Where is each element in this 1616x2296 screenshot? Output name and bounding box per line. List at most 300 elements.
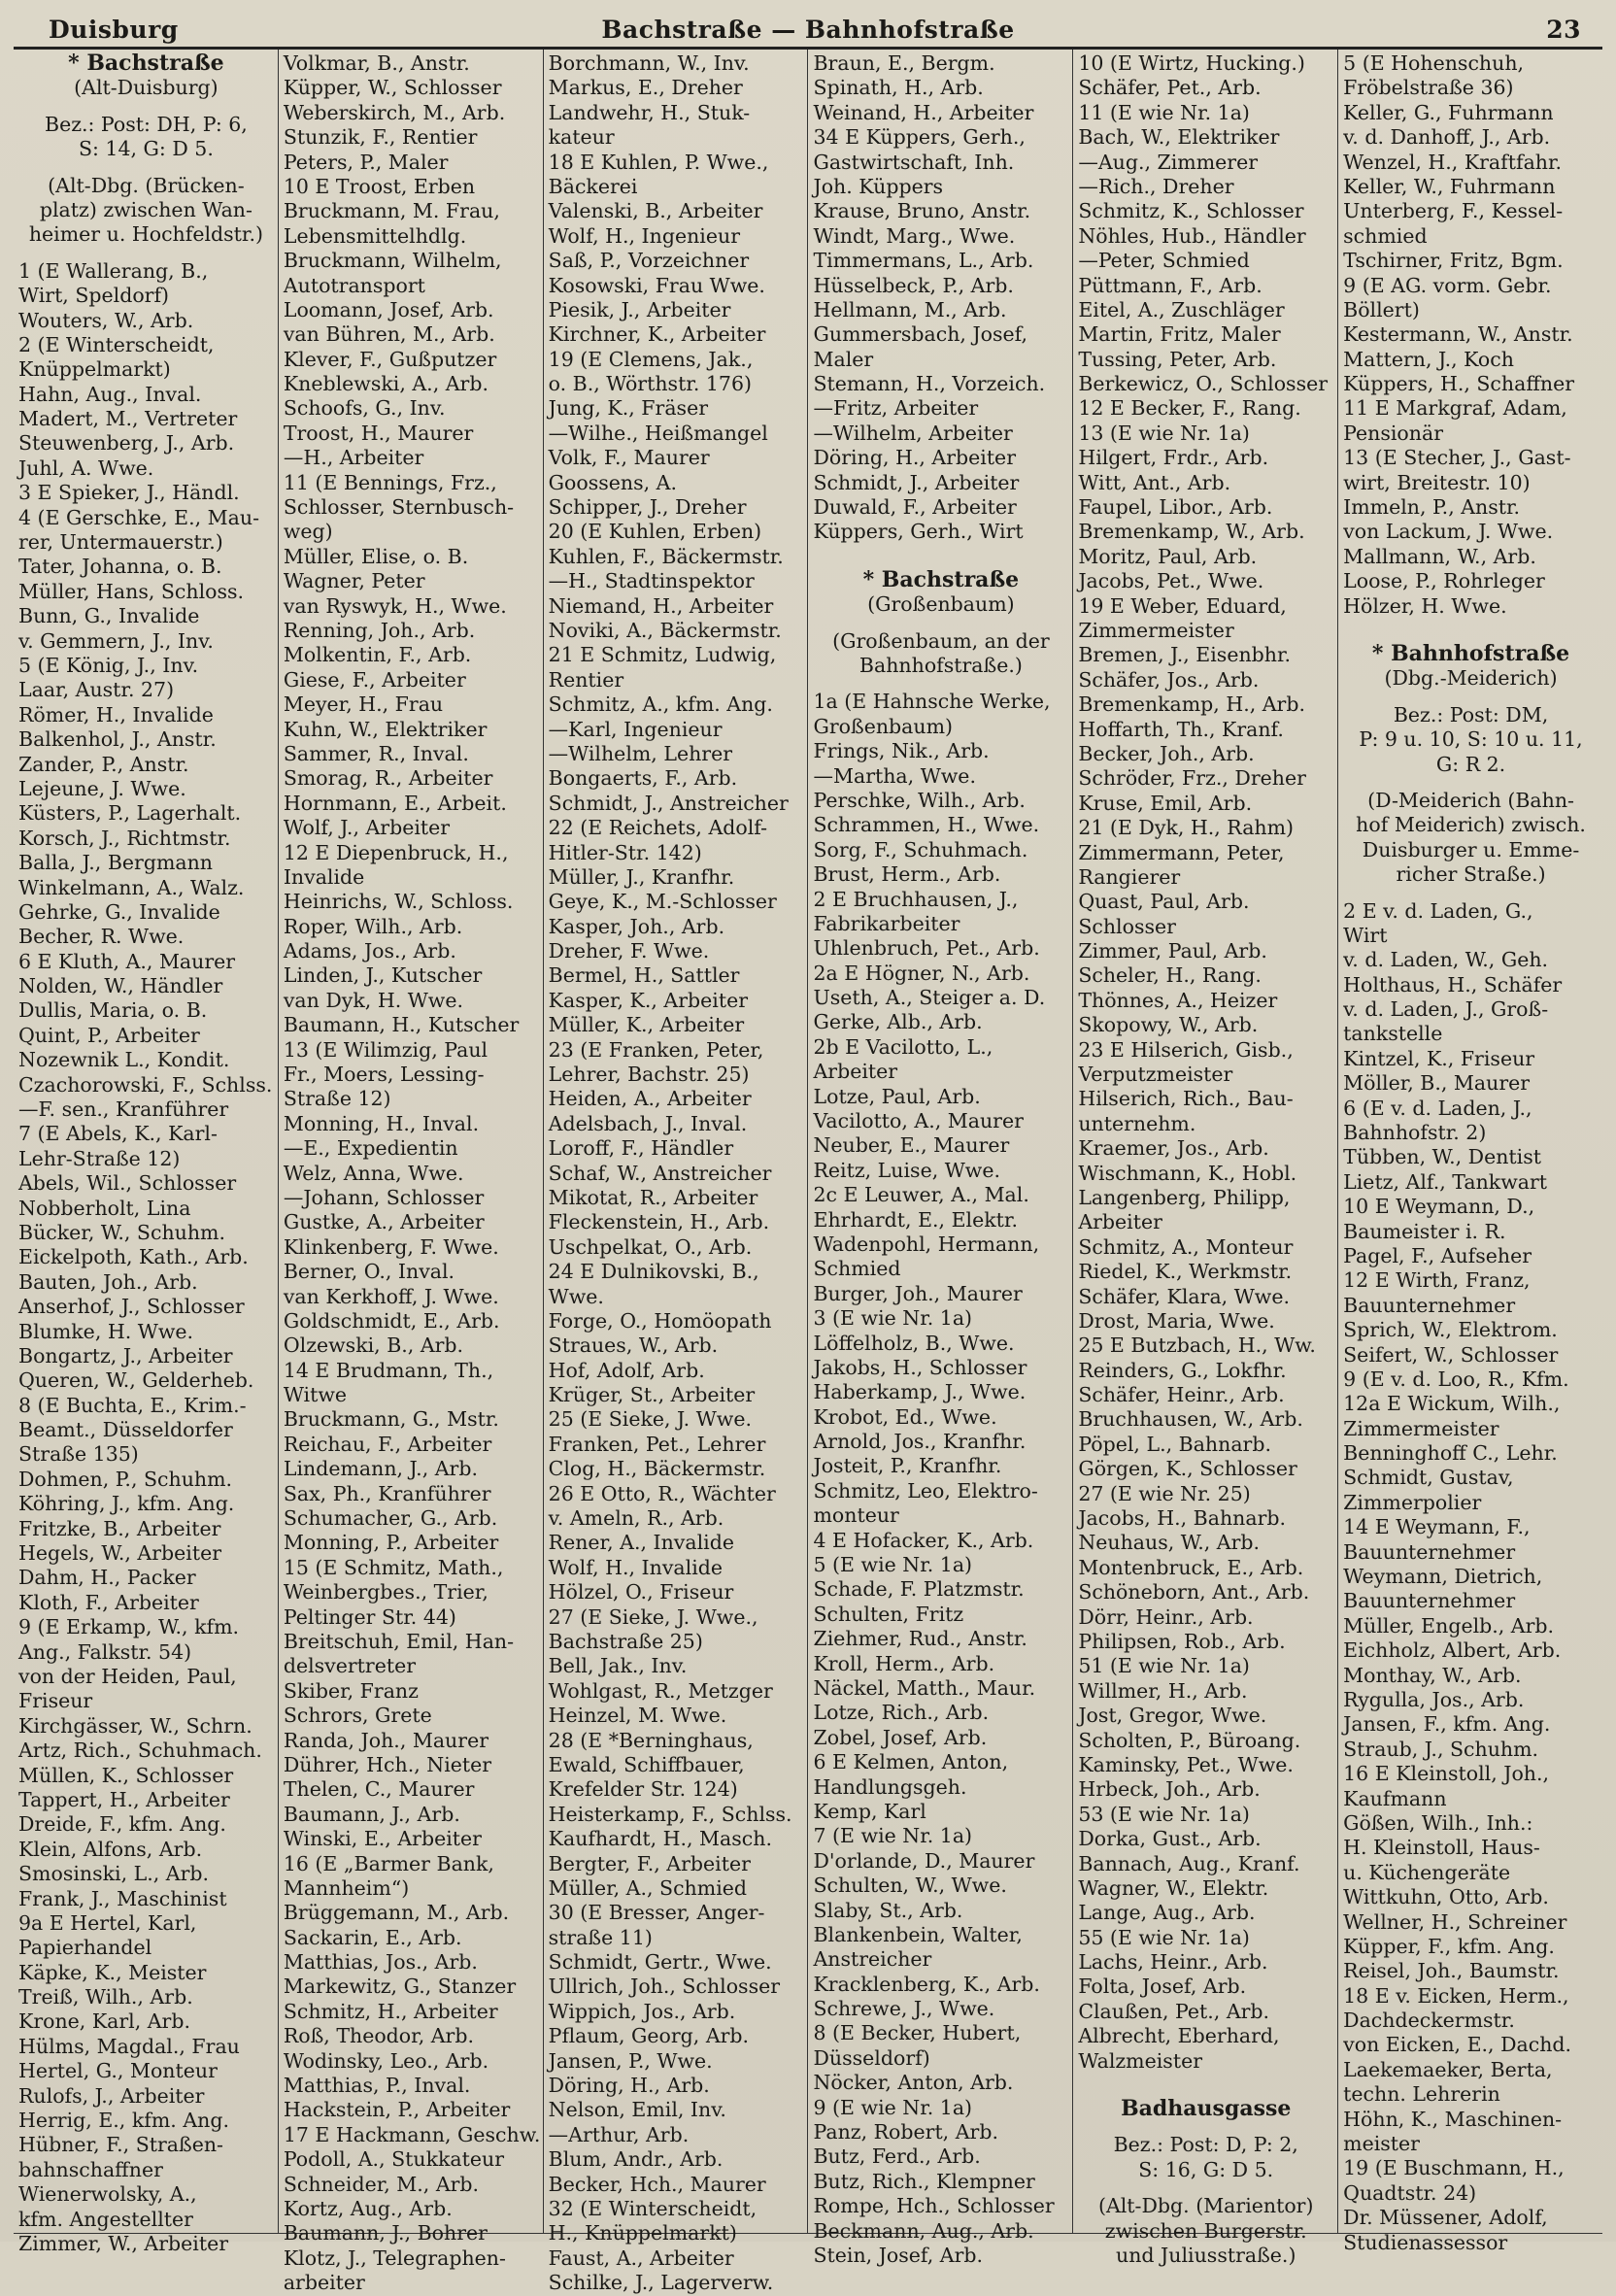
directory-entry-line: Hrbeck, Joh., Arb.	[1078, 1777, 1261, 1802]
spacer	[1078, 2182, 1333, 2194]
directory-entry-line: Zimmer, Paul, Arb.	[1078, 939, 1267, 963]
directory-entry-line: Kroll, Herm., Arb.	[813, 1651, 995, 1675]
directory-entry-line: Böllert)	[1343, 297, 1420, 321]
directory-entry-line: o. B., Wörthstr. 176)	[548, 372, 753, 396]
directory-entry-line: Windt, Marg., Wwe.	[813, 223, 1016, 248]
directory-entry-line: Müller, Hans, Schloss.	[18, 579, 245, 603]
directory-entry-line: Schoofs, G., Inv.	[283, 396, 446, 421]
directory-entry-line: Quadtstr. 24)	[1343, 2180, 1477, 2205]
spacer	[1078, 2121, 1333, 2133]
directory-entry-line: Dohmen, P., Schuhm.	[18, 1467, 233, 1491]
directory-entry-line: Nolden, W., Händler	[18, 974, 223, 998]
directory-entry-line: Dr. Müssener, Adolf,	[1343, 2206, 1548, 2230]
directory-entry-line: —Wilhe., Heißmangel	[548, 421, 768, 445]
directory-entry-line: Schäfer, Jos., Arb.	[1078, 667, 1260, 692]
directory-entry-line: 2 E v. d. Laden, G.,	[1343, 898, 1533, 923]
directory-entry-line: heimer u. Hochfeldstr.)	[28, 222, 263, 247]
directory-entry-line: Smorag, R., Arbeiter	[283, 766, 493, 791]
directory-entry-line: Steuwenberg, J., Arb.	[18, 431, 235, 456]
directory-entry-line: Reisel, Joh., Baumstr.	[1343, 1959, 1560, 1983]
directory-entry-line: Mikotat, R., Arbeiter	[548, 1185, 758, 1209]
directory-entry-line: Schrewe, J., Wwe.	[813, 1997, 995, 2021]
directory-entry-line: Blum, Andr., Arb.	[548, 2147, 724, 2172]
directory-entry-line: Loroff, F., Händler	[548, 1136, 734, 1161]
directory-entry-line: (Alt-Duisburg)	[74, 76, 219, 100]
directory-entry-line: Useth, A., Steiger a. D.	[813, 986, 1046, 1010]
directory-entry-line: von der Heiden, Paul,	[18, 1665, 237, 1688]
directory-entry-line: schmied	[1343, 223, 1428, 248]
directory-entry-line: Nöcker, Anton, Arb.	[813, 2071, 1014, 2095]
spacer	[18, 162, 274, 174]
directory-entry-line: Burger, Joh., Maurer	[813, 1281, 1023, 1305]
directory-entry-line: 9 (E AG. vorm. Gebr.	[1343, 273, 1552, 297]
directory-entry-line: Kemp, Karl	[813, 1799, 926, 1823]
directory-entry-line: Baumann, J., Arb.	[283, 1802, 460, 1826]
directory-entry-line: Nobberholt, Lina	[18, 1196, 191, 1220]
directory-entry-line: Hübner, F., Straßen-	[18, 2133, 223, 2157]
directory-entry-line: 21 E Schmitz, Ludwig,	[548, 643, 777, 667]
directory-entry-line: 18 E Kuhlen, P. Wwe.,	[548, 150, 769, 174]
directory-entry-line: 16 E Kleinstoll, Joh.,	[1343, 1762, 1550, 1786]
directory-entry-line: —Aug., Zimmerer	[1078, 150, 1259, 174]
directory-entry-line: Wittkuhn, Otto, Arb.	[1343, 1885, 1549, 1909]
directory-entry-line: Lotze, Paul, Arb.	[813, 1084, 981, 1108]
directory-entry-line: und Juliusstraße.)	[1116, 2243, 1296, 2267]
directory-entry-line: Bahnhofstr. 2)	[1343, 1121, 1487, 1145]
directory-entry-line: Großenbaum)	[813, 714, 954, 738]
directory-entry-line: Hitler-Str. 142)	[548, 840, 702, 864]
spacer	[18, 101, 274, 113]
directory-entry-line: Straße 135)	[18, 1442, 139, 1467]
directory-entry-line: 11 E Markgraf, Adam,	[1343, 396, 1567, 421]
directory-entry-line: —Peter, Schmied	[1078, 249, 1250, 273]
directory-entry-line: Krause, Bruno, Anstr.	[813, 199, 1031, 223]
directory-entry-line: —Karl, Ingenieur	[548, 717, 723, 741]
directory-entry-line: Autotransport	[283, 273, 425, 297]
directory-entry-line: 18 E v. Eicken, Herm.,	[1343, 1983, 1569, 2008]
directory-entry-line: Rentier	[548, 667, 624, 692]
directory-entry-line: Bell, Jak., Inv.	[548, 1654, 688, 1678]
directory-entry-line: Hegels, W., Arbeiter	[18, 1541, 221, 1566]
directory-entry-line: —Wilhelm, Arbeiter	[813, 421, 1013, 445]
directory-entry-line: Moritz, Paul, Arb.	[1078, 544, 1258, 568]
directory-entry-line: Thelen, C., Maurer	[283, 1777, 475, 1802]
directory-entry-line: Mattern, J., Koch	[1343, 347, 1514, 371]
directory-entry-line: von Eicken, E., Dachd.	[1343, 2033, 1572, 2057]
directory-entry-line: Laar, Austr. 27)	[18, 678, 175, 702]
directory-entry-line: Zimmerpolier	[1343, 1490, 1482, 1514]
directory-entry-line: Jacobs, Pet., Wwe.	[1078, 569, 1264, 593]
directory-entry-line: von Lackum, J. Wwe.	[1343, 520, 1554, 544]
directory-entry-line: Willmer, H., Arb.	[1078, 1678, 1248, 1703]
directory-entry-line: —Fritz, Arbeiter	[813, 396, 979, 421]
directory-entry-line: (Alt-Dbg. (Brücken-	[48, 173, 245, 197]
directory-entry-line: 9a E Hertel, Karl,	[18, 1910, 197, 1935]
directory-entry-line: 28 (E *Berninghaus,	[548, 1728, 754, 1752]
directory-entry-line: 6 E Kluth, A., Maurer	[18, 949, 236, 973]
directory-entry-line: Brüggemann, M., Arb.	[283, 1901, 510, 1925]
directory-entry-line: Bongaerts, F., Arb.	[548, 766, 738, 791]
directory-entry-line: van Bühren, M., Arb.	[283, 322, 495, 347]
directory-entry-line: 19 (E Clemens, Jak.,	[548, 347, 754, 371]
directory-entry-line: Arbeiter	[1078, 1210, 1162, 1234]
directory-entry-line: Rulofs, J., Arbeiter	[18, 2083, 205, 2108]
directory-entry-line: Bez.: Post: DH, P: 6,	[45, 112, 248, 136]
directory-entry-line: Noviki, A., Bäckermstr.	[548, 618, 782, 642]
directory-entry-line: 9 (E v. d. Loo, R., Kfm.	[1343, 1367, 1569, 1391]
directory-entry-line: Bermel, H., Sattler	[548, 963, 740, 988]
directory-entry-line: Bongartz, J., Arbeiter	[18, 1343, 233, 1367]
directory-entry-line: Giese, F., Arbeiter	[283, 667, 466, 692]
directory-entry-line: Winkelmann, A., Walz.	[18, 875, 245, 899]
directory-entry-line: v. d. Laden, J., Groß-	[1343, 997, 1549, 1022]
directory-entry-line: Seifert, W., Schlosser	[1343, 1342, 1559, 1367]
directory-entry-line: Dreide, F., kfm. Ang.	[18, 1812, 226, 1837]
directory-entry-line: Bruckmann, Wilhelm,	[283, 249, 502, 273]
directory-entry-line: Nelson, Emil, Inv.	[548, 2098, 726, 2122]
directory-entry-line: Joh. Küppers	[813, 174, 944, 198]
directory-entry-line: Ehrhardt, E., Elektr.	[813, 1207, 1018, 1232]
directory-entry-line: Klein, Alfons, Arb.	[18, 1837, 203, 1861]
directory-entry-line: Randa, Joh., Maurer	[283, 1728, 488, 1752]
column-3	[544, 50, 809, 2295]
directory-entry-line: Gerke, Alb., Arb.	[813, 1010, 983, 1034]
directory-entry-line: Kasper, K., Arbeiter	[548, 988, 748, 1012]
directory-entry-line: Müller, Elise, o. B.	[283, 544, 469, 568]
directory-entry-line: Niemand, H., Arbeiter	[548, 593, 774, 618]
directory-entry-line: Montenbruck, E., Arb.	[1078, 1555, 1304, 1579]
directory-entry-line: delsvertreter	[283, 1654, 417, 1678]
directory-entry-line: 8 (E Becker, Hubert,	[813, 2021, 1022, 2045]
directory-entry-line: H., Knüppelmarkt)	[548, 2221, 737, 2245]
directory-entry-line: (Dbg.-Meiderich)	[1384, 666, 1558, 691]
directory-entry-line: Pagel, F., Aufseher	[1343, 1243, 1532, 1267]
directory-entry-line: Invalide	[283, 864, 365, 889]
directory-entry-line: Hilserich, Rich., Bau-	[1078, 1087, 1294, 1111]
directory-entry-line: Gößen, Wilh., Inh.:	[1343, 1810, 1533, 1835]
directory-entry-line: 20 (E Kuhlen, Erben)	[548, 520, 762, 544]
directory-entry-line: Quint, P., Arbeiter	[18, 1023, 200, 1047]
directory-entry-line: 6 (E v. d. Laden, J.,	[1343, 1096, 1532, 1120]
directory-entry-line: Claußen, Pet., Arb.	[1078, 1999, 1270, 2023]
directory-entry-line: Piesik, J., Arbeiter	[548, 297, 731, 321]
directory-entry-line: Loomann, Josef, Arb.	[283, 297, 494, 321]
directory-entry-line: v. Ameln, R., Arb.	[548, 1506, 724, 1531]
directory-entry-line: Heisterkamp, F., Schlss.	[548, 1802, 792, 1826]
directory-entry-line: Welz, Anna, Wwe.	[283, 1161, 464, 1185]
directory-entry-line: Gustke, A., Arbeiter	[283, 1210, 485, 1234]
directory-entry-line: Wwe.	[548, 1284, 604, 1308]
directory-entry-line: Bäckerei	[548, 174, 638, 198]
directory-entry-line: Jung, K., Fräser	[548, 396, 708, 421]
directory-entry-line: Küsters, P., Lagerhalt.	[18, 801, 242, 826]
directory-entry-line: Herrig, E., kfm. Ang.	[18, 2109, 229, 2133]
directory-entry-line: Verputzmeister	[1078, 1063, 1233, 1087]
directory-entry-line: Wenzel, H., Kraftfahr.	[1343, 150, 1563, 174]
directory-entry-line: Baumann, J., Bohrer	[283, 2221, 488, 2245]
directory-entry-line: 5 (E König, J., Inv.	[18, 653, 199, 677]
directory-entry-line: (Großenbaum)	[867, 592, 1015, 617]
directory-entry-line: Maler	[813, 347, 874, 371]
directory-entry-line: 6 E Kelmen, Anton,	[813, 1750, 1009, 1774]
directory-entry-line: Breitschuh, Emil, Han-	[283, 1630, 515, 1653]
directory-entry-line: Baumann, H., Kutscher	[283, 1013, 520, 1037]
directory-entry-line: Wagner, W., Elektr.	[1078, 1875, 1269, 1900]
directory-entry-line: Faupel, Libor., Arb.	[1078, 495, 1273, 520]
directory-entry-line: 10 (E Wirtz, Hucking.)	[1078, 51, 1305, 75]
directory-entry-line: Krüger, St., Arbeiter	[548, 1383, 756, 1407]
directory-entry-line: Nozewnik L., Kondit.	[18, 1048, 230, 1072]
directory-entry-line: Lehr-Straße 12)	[18, 1146, 181, 1170]
directory-entry-line: Käpke, K., Meister	[18, 1960, 207, 1984]
directory-entry-line: Schlosser	[1078, 914, 1176, 938]
spacer	[18, 248, 274, 259]
directory-entry-line: Ullrich, Joh., Schlosser	[548, 1975, 781, 1999]
directory-entry-line: Wippich, Jos., Arb.	[548, 1999, 736, 2023]
directory-entry-line: (D-Meiderich (Bahn-	[1367, 788, 1574, 812]
directory-entry-line: Schmidt, Gustav,	[1343, 1466, 1514, 1490]
directory-entry-line: Hof, Adolf, Arb.	[548, 1358, 705, 1382]
directory-entry-line: Bergter, F., Arbeiter	[548, 1851, 751, 1875]
directory-entry-line: Kirchner, K., Arbeiter	[548, 322, 766, 347]
directory-entry-line: Stunzik, F., Rentier	[283, 125, 478, 150]
directory-entry-line: 13 (E wie Nr. 1a)	[1078, 421, 1250, 445]
directory-entry-line: Sprich, W., Elektrom.	[1343, 1318, 1558, 1342]
spacer	[813, 557, 1068, 568]
directory-entry-line: Keller, W., Fuhrmann	[1343, 174, 1556, 198]
directory-entry-line: 4 (E Gerschke, E., Mau-	[18, 505, 259, 529]
directory-entry-line: Saß, P., Vorzeichner	[548, 249, 750, 273]
directory-entry-line: Vacilotto, A., Maurer	[813, 1109, 1024, 1133]
directory-entry-line: Schäfer, Pet., Arb.	[1078, 76, 1262, 100]
directory-entry-line: Uschpelkat, O., Arb.	[548, 1234, 753, 1259]
directory-entry-line: Goossens, A.	[548, 470, 677, 494]
directory-entry-line: Lehrer, Bachstr. 25)	[548, 1063, 750, 1087]
directory-entry-line: Bremenkamp, H., Arb.	[1078, 692, 1305, 717]
directory-entry-line: Berkewicz, O., Schlosser	[1078, 372, 1329, 396]
directory-entry-line: 12 E Becker, F., Rang.	[1078, 396, 1301, 421]
directory-entry-line: Kintzel, K., Friseur	[1343, 1046, 1535, 1070]
directory-entry-line: Zimmer, W., Arbeiter	[18, 2231, 229, 2255]
directory-entry-line: H. Kleinstoll, Haus-	[1343, 1836, 1540, 1860]
directory-entry-line: straße 11)	[548, 1925, 653, 1949]
directory-entry-line: 22 (E Reichets, Adolf-	[548, 816, 768, 840]
directory-entry-line: Schilke, J., Lagerverw.	[548, 2271, 774, 2295]
directory-entry-line: Dreher, F. Wwe.	[548, 939, 710, 963]
directory-entry-line: Lachs, Heinr., Arb.	[1078, 1950, 1268, 1975]
directory-entry-line: van Dyk, H. Wwe.	[283, 988, 463, 1012]
directory-entry-line: Riedel, K., Werkmstr.	[1078, 1260, 1293, 1284]
directory-entry-line: Weinand, H., Arbeiter	[813, 100, 1034, 124]
directory-entry-line: zwischen Burgerstr.	[1104, 2218, 1307, 2243]
directory-entry-line: Sammer, R., Inval.	[283, 741, 469, 765]
directory-entry-line: Immeln, P., Anstr.	[1343, 495, 1521, 520]
directory-entry-line: Kloth, F., Arbeiter	[18, 1590, 199, 1614]
directory-entry-line: Peters, P., Maler	[283, 150, 449, 174]
directory-entry-line: (Alt-Dbg. (Marientor)	[1097, 2194, 1314, 2218]
directory-entry-line: Hüsselbeck, P., Arb.	[813, 273, 1014, 297]
directory-entry-line: 25 E Butzbach, H., Ww.	[1078, 1334, 1316, 1358]
directory-entry-line: Czachorowski, F., Schlss.	[18, 1072, 273, 1097]
directory-entry-line: Walzmeister	[1078, 2048, 1202, 2073]
directory-entry-line: 34 E Küppers, Gerh.,	[813, 125, 1026, 150]
directory-entry-line: Wolf, H., Ingenieur	[548, 223, 740, 248]
directory-entry-line: Beamt., Düsseldorfer	[18, 1418, 233, 1442]
directory-entry-line: Josteit, P., Kranfhr.	[813, 1454, 1002, 1478]
directory-entry-line: Panz, Robert, Arb.	[813, 2120, 998, 2144]
directory-entry-line: Bauunternehmer	[1343, 1539, 1516, 1564]
directory-entry-line: Wodinsky, Leo., Arb.	[283, 2048, 489, 2073]
directory-entry-line: 23 (E Franken, Peter,	[548, 1037, 764, 1062]
directory-entry-line: Lejeune, J. Wwe.	[18, 776, 186, 800]
directory-entry-line: Mannheim“)	[283, 1875, 410, 1900]
directory-entry-line: richer Straße.)	[1396, 862, 1546, 887]
directory-entry-line: Balla, J., Bergmann	[18, 851, 214, 875]
directory-entry-line: Stemann, H., Vorzeich.	[813, 372, 1046, 396]
directory-entry-line: Schumacher, G., Arb.	[283, 1506, 498, 1531]
directory-entry-line: Küppers, Gerh., Wirt	[813, 520, 1024, 544]
directory-entry-line: Rangierer	[1078, 864, 1181, 889]
directory-entry-line: —Rich., Dreher	[1078, 174, 1234, 198]
directory-entry-line: Hilgert, Frdr., Arb.	[1078, 446, 1269, 470]
directory-entry-line: Renning, Joh., Arb.	[283, 618, 476, 642]
directory-entry-line: Hoffarth, Th., Kranf.	[1078, 717, 1284, 741]
directory-entry-line: Krobot, Ed., Wwe.	[813, 1404, 997, 1429]
directory-entry-line: Krefelder Str. 124)	[548, 1777, 738, 1802]
directory-entry-line: 4 E Hofacker, K., Arb.	[813, 1528, 1034, 1552]
directory-entry-line: Lotze, Rich., Arb.	[813, 1701, 990, 1725]
directory-columns	[14, 50, 1602, 2295]
directory-entry-line: P: 9 u. 10, S: 10 u. 11,	[1359, 727, 1583, 752]
directory-entry-line: Schäfer, Klara, Wwe.	[1078, 1284, 1290, 1308]
directory-entry-line: 12 E Wirth, Franz,	[1343, 1268, 1531, 1293]
directory-entry-line: Wohlgast, R., Metzger	[548, 1678, 773, 1703]
directory-entry-line: —F. sen., Kranführer	[18, 1097, 229, 1122]
directory-entry-line: 5 (E wie Nr. 1a)	[813, 1553, 973, 1577]
directory-entry-line: 19 (E Buschmann, H.,	[1343, 2156, 1565, 2180]
directory-entry-line: meister	[1343, 2132, 1420, 2156]
directory-entry-line: Duisburger u. Emme-	[1362, 837, 1580, 861]
directory-entry-line: 9 (E wie Nr. 1a)	[813, 2095, 973, 2119]
directory-entry-line: Zimmermeister	[1078, 618, 1234, 642]
directory-entry-line: Folta, Josef, Arb.	[1078, 1975, 1247, 1999]
directory-entry-line: Papierhandel	[18, 1936, 152, 1960]
directory-entry-line: Timmermans, L., Arb.	[813, 249, 1034, 273]
directory-entry-line: Hertel, G., Monteur	[18, 2059, 218, 2083]
directory-entry-line: 2c E Leuwer, A., Mal.	[813, 1183, 1029, 1207]
directory-entry-line: 1 (E Wallerang, B.,	[18, 258, 209, 283]
directory-entry-line: Madert, M., Vertreter	[18, 407, 238, 431]
directory-entry-line: 2 E Bruchhausen, J.,	[813, 887, 1019, 911]
directory-entry-line: Bücker, W., Schuhm.	[18, 1220, 226, 1244]
directory-entry-line: Döring, H., Arbeiter	[813, 446, 1016, 470]
directory-entry-line: Küpper, F., kfm. Ang.	[1343, 1934, 1555, 1958]
directory-entry-line: Molkentin, F., Arb.	[283, 643, 472, 667]
directory-entry-line: Gummersbach, Josef,	[813, 322, 1028, 347]
directory-entry-line: Klever, F., Gußputzer	[283, 347, 497, 371]
directory-entry-line: Lindemann, J., Arb.	[283, 1457, 478, 1481]
directory-entry-line: Bremen, J., Eisenbhr.	[1078, 643, 1292, 667]
directory-entry-line: Schade, F. Platzmstr.	[813, 1577, 1025, 1602]
directory-entry-line: Arnold, Jos., Kranfhr.	[813, 1430, 1027, 1454]
directory-entry-line: Görgen, K., Schlosser	[1078, 1457, 1297, 1481]
column-6	[1338, 50, 1602, 2254]
directory-entry-line: 3 (E wie Nr. 1a)	[813, 1306, 973, 1331]
directory-entry-line: Wellner, H., Schreiner	[1343, 1909, 1567, 1934]
directory-entry-line: Müller, J., Kranfhr.	[548, 864, 735, 889]
directory-entry-line: Zimmermann, Peter,	[1078, 840, 1285, 864]
directory-entry-line: Schöneborn, Ant., Arb.	[1078, 1580, 1310, 1604]
directory-entry-line: 10 E Troost, Erben	[283, 174, 476, 198]
directory-entry-line: Becker, Hch., Maurer	[548, 2172, 766, 2196]
directory-entry-line: Brust, Herm., Arb.	[813, 862, 1001, 887]
directory-entry-line: G: R 2.	[1435, 752, 1506, 776]
directory-entry-line: Knüppelmarkt)	[18, 357, 171, 382]
directory-entry-line: Albrecht, Eberhard,	[1078, 2024, 1280, 2048]
directory-entry-line: D'orlande, D., Maurer	[813, 1848, 1035, 1873]
directory-entry-line: Müller, K., Arbeiter	[548, 1013, 745, 1037]
directory-entry-line: Bach, W., Elektriker	[1078, 125, 1280, 150]
directory-entry-line: Volkmar, B., Anstr.	[283, 51, 470, 75]
directory-entry-line: Forge, O., Homöopath	[548, 1308, 772, 1333]
directory-entry-line: Tübben, W., Dentist	[1343, 1145, 1541, 1169]
directory-entry-line: platz) zwischen Wan-	[39, 197, 252, 221]
directory-entry-line: Peltinger Str. 44)	[283, 1604, 456, 1629]
directory-entry-line: —Arthur, Arb.	[548, 2122, 690, 2146]
directory-entry-line: Schmidt, Gertr., Wwe.	[548, 1950, 772, 1975]
directory-entry-line: Friseur	[18, 1689, 93, 1713]
directory-entry-line: bahnschaffner	[18, 2157, 163, 2181]
directory-entry-line: Scheler, H., Rang.	[1078, 963, 1262, 988]
directory-entry-line: Bez.: Post: DM,	[1393, 702, 1549, 726]
directory-entry-line: Blankenbein, Walter,	[813, 1922, 1023, 1946]
directory-entry-line: Müller, A., Schmied	[548, 1875, 748, 1900]
directory-entry-line: Loose, P., Rohrleger	[1343, 569, 1545, 593]
directory-entry-line: hof Meiderich) zwisch.	[1356, 813, 1586, 837]
directory-entry-line: Reinders, G., Lokfhr.	[1078, 1358, 1287, 1382]
directory-entry-line: Duwald, F., Arbeiter	[813, 495, 1017, 520]
directory-entry-line: Möller, B., Maurer	[1343, 1071, 1531, 1096]
directory-entry-line: Abels, Wil., Schlosser	[18, 1171, 237, 1196]
directory-entry-line: v. d. Laden, W., Geh.	[1343, 948, 1549, 972]
directory-entry-line: Löffelholz, B., Wwe.	[813, 1331, 1015, 1355]
directory-entry-line: Butz, Ferd., Arb.	[813, 2144, 981, 2169]
directory-entry-line: Thönnes, A., Heizer	[1078, 988, 1278, 1012]
directory-entry-line: Schmitz, Leo, Elektro-	[813, 1478, 1038, 1503]
directory-entry-line: Fritzke, B., Arbeiter	[18, 1516, 221, 1540]
column-5	[1073, 50, 1338, 2267]
directory-entry-line: 14 E Weymann, F.,	[1343, 1515, 1531, 1539]
directory-entry-line: Wirt	[1343, 923, 1388, 947]
directory-entry-line: Volk, F., Maurer	[548, 446, 710, 470]
directory-entry-line: Zobel, Josef, Arb.	[813, 1725, 988, 1749]
directory-entry-line: Keller, G., Fuhrmann	[1343, 100, 1554, 124]
directory-entry-line: Bruckmann, M. Frau,	[283, 199, 500, 223]
directory-entry-line: Bauunternehmer	[1343, 1293, 1516, 1317]
directory-entry-line: Dörr, Heinr., Arb.	[1078, 1604, 1254, 1629]
directory-entry-line: Kaufmann	[1343, 1786, 1447, 1810]
directory-entry-line: —Johann, Schlosser	[283, 1185, 485, 1209]
directory-entry-line: Uhlenbruch, Pet., Arb.	[813, 936, 1040, 961]
directory-entry-line: Treiß, Wilh., Arb.	[18, 1985, 193, 2009]
street-heading: * Bachstraße	[862, 566, 1020, 592]
directory-entry-line: Laekemaeker, Berta,	[1343, 2057, 1553, 2081]
directory-entry-line: Reitz, Luise, Wwe.	[813, 1158, 1001, 1182]
directory-entry-line: Püttmann, F., Arb.	[1078, 273, 1262, 297]
directory-entry-line: Queren, W., Gelderheb.	[18, 1368, 254, 1393]
directory-entry-line: Handlungsgeh.	[813, 1774, 967, 1799]
directory-entry-line: Bremenkamp, W., Arb.	[1078, 520, 1305, 544]
